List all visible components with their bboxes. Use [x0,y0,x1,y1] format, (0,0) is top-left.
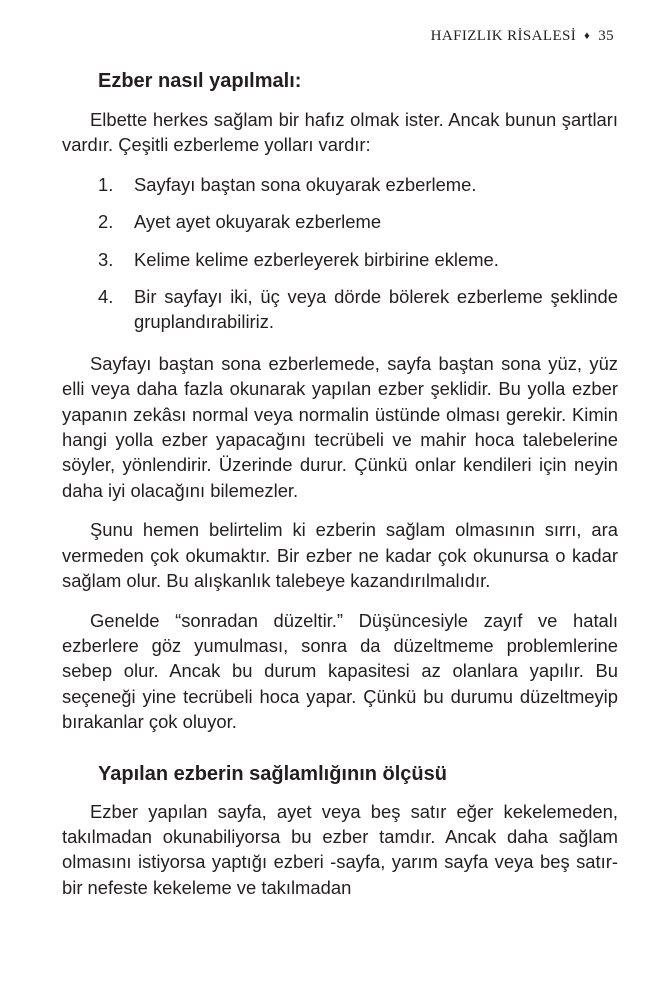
list-item-number: 3. [98,248,114,270]
running-header [431,28,614,45]
book-title: HAFIZLIK RİSALESİ [430,28,577,44]
page-number: 35 [598,28,614,44]
list-item-text: Ayet ayet okuyarak ezberleme [134,211,382,233]
page-body [62,68,618,914]
list-item-text: Kelime kelime ezberleyerek birbirine ekleme. [134,248,499,270]
body-paragraph: Ezber yapılan sayfa, ayet veya beş satır eğer kekelemeden, takılmadan okunabiliyorsa bu ezber tamdır. Ancak daha sağlam olmasını istiyorsa yaptığı ezberi -sayfa, yarım sayfa veya beş satır- bir nefeste kekeleme ve takılmadan [62,800,618,898]
list-item [62,247,618,272]
list-item [62,172,618,197]
list-item-number: 4. [98,286,114,308]
list-item-number: 2. [98,211,114,233]
section-heading-memorization-soundness: Yapılan ezberin sağlamlığının ölçüsü [98,762,447,785]
list-item-text: Sayfayı baştan sona okuyarak ezberleme. [134,173,477,195]
body-paragraph: Sayfayı baştan sona ezberlemede, sayfa baştan sona yüz, yüz elli veya daha fazla okunarak yapılan ezber şeklidir. Bu yolla ezber yapanın zekâsı normal veya normalin üstünde olması gerekir. Kimin hangi yolla ezber yapacağını tecrübeli ve mahir hoca talebelerine söyler, yönlendirir. Üzerinde durur. Çünkü onlar kendileri için neyin daha iyi olacağını bilemezler. [62,352,618,501]
diamond-separator-icon: ♦ [584,30,591,42]
section-heading-memorization-method: Ezber nasıl yapılmalı: [98,70,302,92]
intro-paragraph: Elbette herkes sağlam bir hafız olmak ister. Ancak bunun şartları vardır. Çeşitli ezberleme yolları vardır: [62,109,618,156]
list-item [62,209,618,234]
list-item [62,284,618,335]
list-item-text: Bir sayfayı iki, üç veya dörde bölerek ezberleme şeklinde gruplandırabiliriz. [134,286,618,333]
body-paragraph: Genelde “sonradan düzeltir.” Düşüncesiyle zayıf ve hatalı ezberlere göz yumulması, sonra da düzeltmeme problemlerine sebep olur. Ancak bu durum kapasitesi az olanlara yapılır. Bu seçeneği yine tecrübeli hoca yapar. Çünkü bu durumu düzeltmeyip bırakanlar çok oluyor. [62,609,618,733]
memorization-methods-list [62,172,618,335]
list-item-number: 1. [98,173,114,195]
body-paragraph: Şunu hemen belirtelim ki ezberin sağlam olmasının sırrı, ara vermeden çok okumaktır. Bir ezber ne kadar çok okunursa o kadar sağlam olur. Bu alışkanlık talebeye kazandırılmalıdır. [62,519,618,592]
